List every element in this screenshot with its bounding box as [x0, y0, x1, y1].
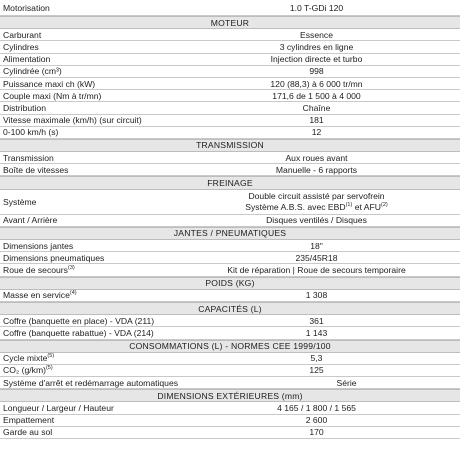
- section-title: POIDS (KG): [205, 278, 255, 289]
- spec-value: Manuelle - 6 rapports: [275, 164, 358, 175]
- spec-value: 171,6 de 1 500 à 4 000: [272, 90, 361, 101]
- spec-label: Couple maxi (Nm à tr/mn): [3, 90, 102, 101]
- spec-label: Cylindrée (cm³): [3, 66, 62, 77]
- spec-label: Empattement: [3, 415, 55, 426]
- spec-value: 181: [309, 115, 324, 126]
- spec-value: 235/45R18: [295, 252, 338, 263]
- spec-label: Système: [3, 196, 37, 207]
- spec-row: [0, 377, 460, 389]
- spec-value: 1 308: [305, 290, 328, 301]
- section-poids: [0, 277, 460, 290]
- spec-label: Distribution: [3, 102, 46, 113]
- spec-value: 170: [309, 427, 324, 438]
- spec-value: 1 143: [305, 327, 328, 338]
- spec-value: Série: [336, 377, 357, 388]
- spec-value: 5,3: [310, 353, 323, 364]
- motorisation-value: 1.0 T-GDi 120: [289, 2, 344, 13]
- spec-label: Vitesse maximale (km/h) (sur circuit): [3, 115, 142, 126]
- section-title: JANTES / PNEUMATIQUES: [173, 228, 287, 239]
- motorisation-label: Motorisation: [3, 2, 50, 13]
- spec-row: [0, 215, 460, 227]
- section-title: MOTEUR: [210, 17, 250, 28]
- spec-label: Roue de secours$^{(3)}$: [3, 264, 75, 275]
- spec-label: Alimentation: [3, 54, 51, 65]
- spec-value: Kit de réparation | Roue de secours temporaire: [227, 264, 406, 275]
- section-freinage: [0, 176, 460, 189]
- spec-label: Boîte de vitesses: [3, 164, 69, 175]
- spec-label: Carburant: [3, 29, 42, 40]
- systeme-line1: Double circuit assisté par servofrein: [248, 191, 385, 202]
- section-title: CAPACITÉS (L): [198, 303, 262, 314]
- spec-value: 361: [309, 315, 324, 326]
- spec-label: Cylindres: [3, 41, 39, 52]
- spec-row: [0, 415, 460, 427]
- spec-label: Coffre (banquette rabattue) - VDA (214): [3, 327, 154, 338]
- spec-row: [0, 427, 460, 439]
- section-jantes: [0, 227, 460, 240]
- spec-row: [0, 54, 460, 66]
- section-title: TRANSMISSION: [196, 140, 264, 151]
- systeme-line2: Système A.B.S. avec EBD$^{(1)}$ et AFU$^{(2)}$: [245, 201, 388, 212]
- spec-value: 18": [310, 240, 323, 251]
- spec-row: [0, 102, 460, 114]
- spec-row: [0, 41, 460, 53]
- spec-label: Système d'arrêt et redémarrage automatiques: [3, 377, 179, 388]
- spec-label: Transmission: [3, 152, 54, 163]
- spec-row: [0, 66, 460, 78]
- section-moteur: [0, 16, 460, 29]
- spec-label: Coffre (banquette en place) - VDA (211): [3, 315, 155, 326]
- spec-row: [0, 252, 460, 264]
- spec-label: Garde au sol: [3, 427, 53, 438]
- spec-label: Longueur / Largeur / Hauteur: [3, 403, 114, 414]
- spec-row: [0, 353, 460, 365]
- spec-row: [0, 164, 460, 176]
- spec-value: Injection directe et turbo: [270, 54, 363, 65]
- spec-row: [0, 290, 460, 302]
- spec-row: [0, 115, 460, 127]
- spec-row: [0, 152, 460, 164]
- spec-label: Avant / Arrière: [3, 215, 58, 226]
- spec-value: 2 600: [305, 415, 328, 426]
- spec-label: Dimensions pneumatiques: [3, 252, 105, 263]
- section-dimensions: [0, 389, 460, 402]
- spec-row-secours: [0, 264, 460, 276]
- spec-label: CO₂ $(g/km)^{(5)}$: [3, 365, 53, 376]
- spec-label: Cycle mixte$^{(5)}$: [3, 353, 55, 364]
- spec-row: [0, 327, 460, 339]
- section-title: FREINAGE: [207, 178, 253, 189]
- section-transmission: [0, 139, 460, 152]
- spec-value: 998: [309, 66, 324, 77]
- spec-label: Puissance maxi ch (kW): [3, 78, 96, 89]
- spec-value: Essence: [300, 29, 333, 40]
- spec-value: 12: [311, 127, 322, 138]
- spec-row: [0, 365, 460, 377]
- spec-value: 4 165 / 1 800 / 1 565: [277, 403, 356, 414]
- spec-value: Chaîne: [302, 102, 331, 113]
- spec-value: Aux roues avant: [285, 152, 348, 163]
- spec-row: [0, 78, 460, 90]
- spec-value: Disques ventilés / Disques: [266, 215, 367, 226]
- spec-value: 120 (88,3) à 6 000 tr/mn: [270, 78, 363, 89]
- spec-row-systeme: [0, 190, 460, 215]
- spec-row: [0, 29, 460, 41]
- motorisation-row: [0, 0, 460, 16]
- section-capacites: [0, 302, 460, 315]
- spec-value: 125: [309, 365, 324, 376]
- spec-label: Masse en service$^{(4)}$: [3, 290, 77, 301]
- spec-row: [0, 315, 460, 327]
- spec-value: 3 cylindres en ligne: [279, 41, 354, 52]
- section-consommations: [0, 340, 460, 353]
- spec-label: 0-100 km/h (s): [3, 127, 59, 138]
- spec-row: [0, 90, 460, 102]
- section-title: DIMENSIONS EXTÉRIEURES (mm): [157, 390, 303, 401]
- section-title: CONSOMMATIONS (L) - NORMES CEE 1999/100: [129, 341, 331, 352]
- spec-row: [0, 402, 460, 414]
- spec-row: [0, 127, 460, 139]
- spec-row: [0, 240, 460, 252]
- spec-label: Dimensions jantes: [3, 240, 74, 251]
- spec-value-systeme: [193, 191, 460, 212]
